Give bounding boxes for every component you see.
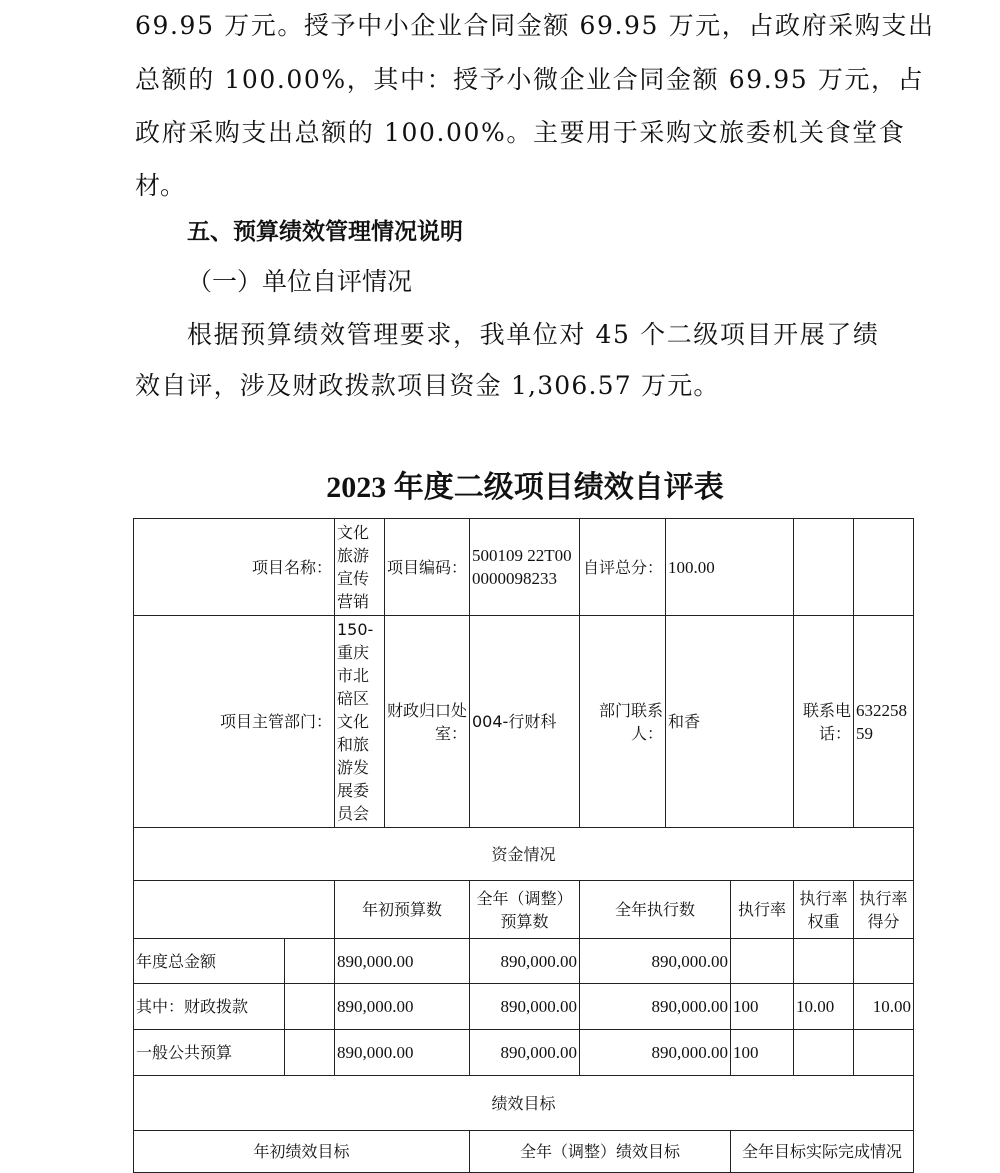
row-label: 其中：财政拨款 bbox=[134, 984, 285, 1030]
adjusted-budget-value: 890,000.00 bbox=[470, 1030, 580, 1076]
self-score-value: 100.00 bbox=[666, 519, 794, 616]
empty-cell bbox=[285, 939, 335, 984]
adjusted-budget-value: 890,000.00 bbox=[470, 939, 580, 984]
table-row bbox=[134, 519, 914, 616]
section-subheading: （一）单位自评情况 bbox=[187, 267, 413, 296]
funds-header: 资金情况 bbox=[134, 828, 914, 881]
col-rate-score: 执行率得分 bbox=[854, 881, 914, 939]
table-row bbox=[134, 1131, 914, 1173]
project-name-label: 项目名称： bbox=[134, 519, 335, 616]
dept-value: 150-重庆市北碚区文化和旅游发展委员会 bbox=[335, 616, 385, 828]
section-paragraph-line-2: 效自评，涉及财政拨款项目资金 1,306.57 万元。 bbox=[135, 371, 720, 400]
empty-cell bbox=[854, 519, 914, 616]
intro-line-2: 总额的 100.00%，其中：授予小微企业合同金额 69.95 万元，占 bbox=[135, 65, 925, 94]
rate-weight-value bbox=[794, 1030, 854, 1076]
empty-cell bbox=[134, 881, 335, 939]
rate-score-value bbox=[854, 939, 914, 984]
executed-value: 890,000.00 bbox=[580, 1030, 731, 1076]
adjusted-budget-value: 890,000.00 bbox=[470, 984, 580, 1030]
contact-value: 和香 bbox=[666, 616, 794, 828]
table-row bbox=[134, 881, 914, 939]
perf-actual-completion: 全年目标实际完成情况 bbox=[731, 1131, 914, 1173]
finance-office-label: 财政归口处室： bbox=[385, 616, 470, 828]
rate-score-value: 10.00 bbox=[854, 984, 914, 1030]
table-row bbox=[134, 984, 914, 1030]
rate-weight-value: 10.00 bbox=[794, 984, 854, 1030]
col-executed: 全年执行数 bbox=[580, 881, 731, 939]
self-score-label: 自评总分： bbox=[580, 519, 666, 616]
phone-label: 联系电话： bbox=[794, 616, 854, 828]
row-label: 一般公共预算 bbox=[134, 1030, 285, 1076]
empty-cell bbox=[285, 984, 335, 1030]
intro-line-1: 69.95 万元。授予中小企业合同金额 69.95 万元，占政府采购支出 bbox=[135, 11, 935, 40]
rate-weight-value bbox=[794, 939, 854, 984]
table-row bbox=[134, 616, 914, 828]
project-name-value: 文化旅游宣传营销 bbox=[335, 519, 385, 616]
executed-value: 890,000.00 bbox=[580, 984, 731, 1030]
empty-cell bbox=[285, 1030, 335, 1076]
table-row bbox=[134, 939, 914, 984]
perf-initial-goal: 年初绩效目标 bbox=[134, 1131, 470, 1173]
initial-budget-value: 890,000.00 bbox=[335, 939, 470, 984]
section-paragraph-line-1: 根据预算绩效管理要求，我单位对 45 个二级项目开展了绩 bbox=[187, 320, 880, 349]
col-rate-weight: 执行率权重 bbox=[794, 881, 854, 939]
col-initial-budget: 年初预算数 bbox=[335, 881, 470, 939]
phone-value: 63225859 bbox=[854, 616, 914, 828]
col-exec-rate: 执行率 bbox=[731, 881, 794, 939]
table-row bbox=[134, 828, 914, 881]
project-code-value: 500109 22T000000098233 bbox=[470, 519, 580, 616]
contact-label: 部门联系人： bbox=[580, 616, 666, 828]
table-title: 2023 年度二级项目绩效自评表 bbox=[326, 471, 724, 504]
executed-value: 890,000.00 bbox=[580, 939, 731, 984]
initial-budget-value: 890,000.00 bbox=[335, 984, 470, 1030]
project-code-label: 项目编码： bbox=[385, 519, 470, 616]
row-label: 年度总金额 bbox=[134, 939, 285, 984]
dept-label: 项目主管部门： bbox=[134, 616, 335, 828]
perf-adjusted-goal: 全年（调整）绩效目标 bbox=[470, 1131, 731, 1173]
performance-table bbox=[133, 518, 914, 1173]
section-heading: 五、预算绩效管理情况说明 bbox=[187, 219, 463, 245]
rate-score-value bbox=[854, 1030, 914, 1076]
empty-cell bbox=[794, 519, 854, 616]
initial-budget-value: 890,000.00 bbox=[335, 1030, 470, 1076]
exec-rate-value: 100 bbox=[731, 984, 794, 1030]
exec-rate-value bbox=[731, 939, 794, 984]
intro-line-4: 材。 bbox=[135, 171, 186, 200]
col-adjusted-budget: 全年（调整）预算数 bbox=[470, 881, 580, 939]
table-row bbox=[134, 1076, 914, 1131]
finance-office-value: 004-行财科 bbox=[470, 616, 580, 828]
perf-header: 绩效目标 bbox=[134, 1076, 914, 1131]
exec-rate-value: 100 bbox=[731, 1030, 794, 1076]
table-row bbox=[134, 1030, 914, 1076]
intro-line-3: 政府采购支出总额的 100.00%。主要用于采购文旅委机关食堂食 bbox=[135, 118, 906, 147]
